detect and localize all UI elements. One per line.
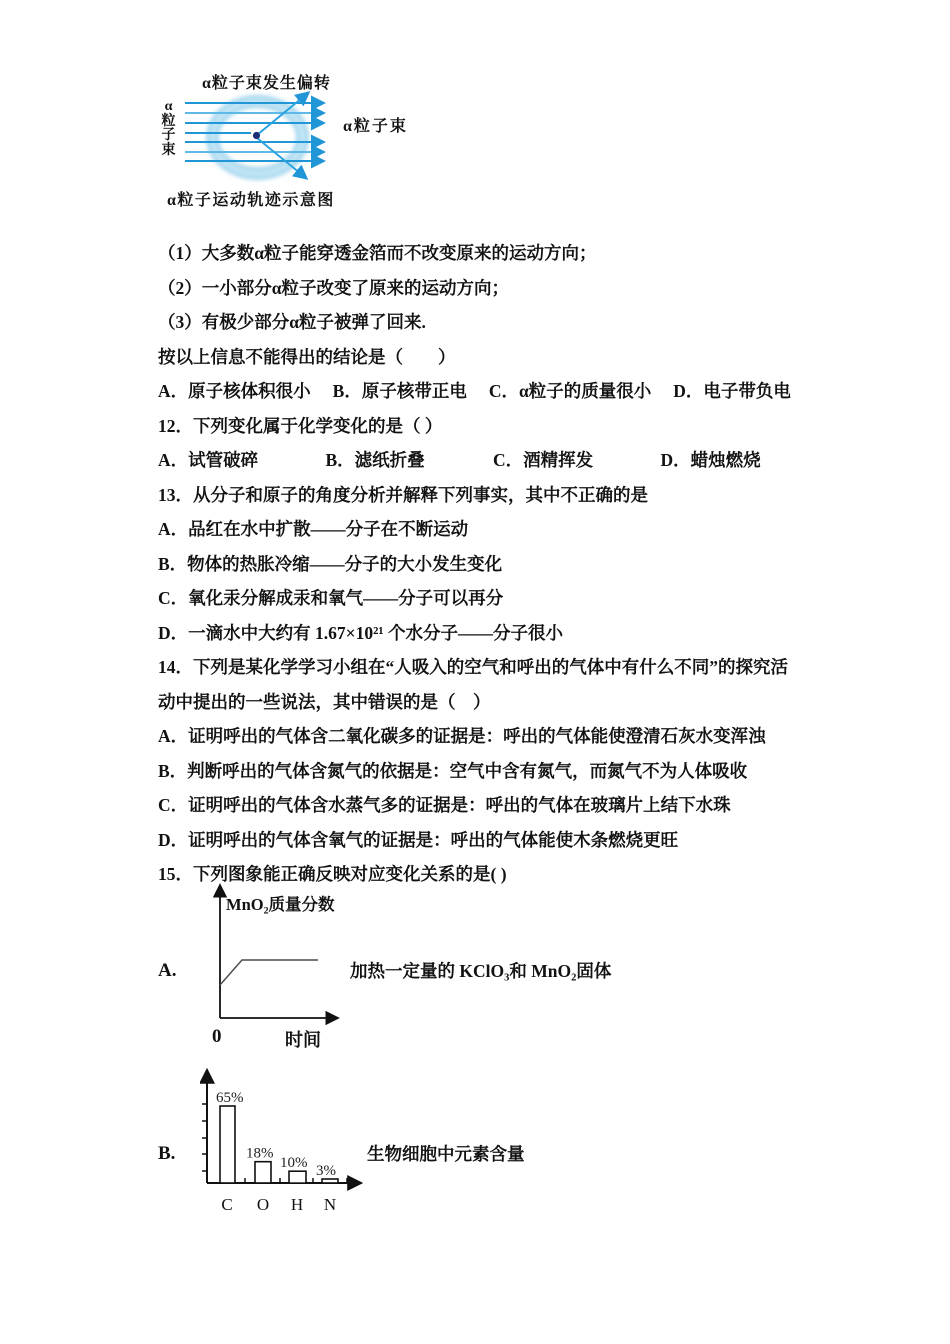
q14-stem-line2: 动中提出的一些说法，其中错误的是（ ）: [158, 691, 491, 712]
q14-option-b: B．判断呼出的气体含氮气的依据是：空气中含有氮气，而氮气不为人体吸收: [158, 760, 748, 781]
line-chart-origin-label: 0: [212, 1026, 222, 1047]
line-chart-ylabel: MnO₂质量分数: [226, 895, 335, 914]
q11-fact-2: （2）一小部分α粒子改变了原来的运动方向；: [158, 277, 510, 298]
q12-options-row: [158, 443, 838, 478]
q12-option-d: D．蜡烛燃烧: [660, 450, 761, 470]
bar-N: [322, 1179, 338, 1183]
bar-cat-C: C: [221, 1195, 233, 1214]
bar-cat-H: H: [290, 1195, 304, 1214]
q11-stem: 按以上信息不能得出的结论是（ ）: [158, 346, 456, 367]
q12-option-c: C．酒精挥发: [493, 450, 594, 470]
q14-option-d: D．证明呼出的气体含氧气的证据是：呼出的气体能使木条燃烧更旺: [158, 829, 679, 850]
diagram-caption: α粒子运动轨迹示意图: [167, 192, 335, 209]
q15-option-a-letter: A.: [158, 960, 177, 981]
q13-option-c: C．氧化汞分解成汞和氧气——分子可以再分: [158, 588, 504, 608]
bar-value-H: 10%: [280, 1155, 308, 1172]
q15-option-b-caption: 生物细胞中元素含量: [367, 1144, 525, 1164]
diagram-top-label: α粒子束发生偏转: [202, 75, 331, 92]
diagram-right-label: α粒子束: [343, 118, 408, 135]
q15-option-a-figure: [150, 880, 800, 1056]
line-chart-curve: [220, 960, 318, 985]
q11-option-a: A．原子核体积很小: [158, 381, 311, 401]
bar-value-O: 18%: [246, 1145, 274, 1162]
bar-O: [255, 1162, 271, 1183]
q11-fact-3: （3）有极少部分α粒子被弹了回来.: [158, 312, 426, 332]
q14-option-a: A．证明呼出的气体含二氧化碳多的证据是：呼出的气体能使澄清石灰水变浑浊: [158, 726, 766, 746]
bar-cat-N: N: [323, 1195, 337, 1214]
q15-option-a-caption: 加热一定量的 KClO₃和 MnO₂固体: [350, 961, 612, 981]
q11-options-row: [158, 374, 838, 409]
q11-option-d: D．电子带负电: [673, 381, 791, 401]
q13-option-a: A．品红在水中扩散——分子在不断运动: [158, 519, 469, 539]
q14-stem-line1: 14．下列是某化学学习小组在“人吸入的空气和呼出的气体中有什么不同”的探究活: [158, 657, 788, 677]
bar-value-C: 65%: [216, 1090, 244, 1106]
nucleus-dot: [253, 132, 260, 139]
bar-C: [220, 1106, 235, 1183]
q15-option-b-letter: B.: [158, 1143, 176, 1164]
question-text-block: [158, 236, 838, 892]
bar-H: [289, 1171, 306, 1183]
diagram-left-label: α粒子束: [161, 99, 176, 158]
q11-option-b: B．原子核带正电: [332, 381, 467, 401]
q12-option-b: B．滤纸折叠: [325, 450, 425, 470]
alpha-scattering-graphic: [180, 85, 360, 187]
q11-option-c: C．α粒子的质量很小: [488, 381, 652, 401]
q13-option-b: B．物体的热胀冷缩——分子的大小发生变化: [158, 553, 503, 574]
bar-value-N: 3%: [316, 1163, 336, 1179]
alpha-scattering-diagram: [150, 60, 480, 220]
q13-stem: 13．从分子和原子的角度分析并解释下列事实，其中不正确的是: [158, 484, 648, 505]
q11-fact-1: （1）大多数α粒子能穿透金箔而不改变原来的运动方向；: [158, 243, 597, 263]
q12-option-a: A．试管破碎: [158, 450, 259, 470]
q14-option-c: C．证明呼出的气体含水蒸气多的证据是：呼出的气体在玻璃片上结下水珠: [158, 795, 731, 815]
q15-option-b-figure: [150, 1065, 800, 1225]
q13-option-d: D．一滴水中大约有 1.67×10²¹ 个水分子——分子很小: [158, 622, 563, 643]
q15-stem: 15．下列图象能正确反映对应变化关系的是( ): [158, 864, 507, 884]
bar-cat-O: O: [256, 1195, 270, 1214]
q12-stem: 12．下列变化属于化学变化的是（ ）: [158, 415, 443, 436]
line-chart-xlabel: 时间: [285, 1030, 321, 1050]
